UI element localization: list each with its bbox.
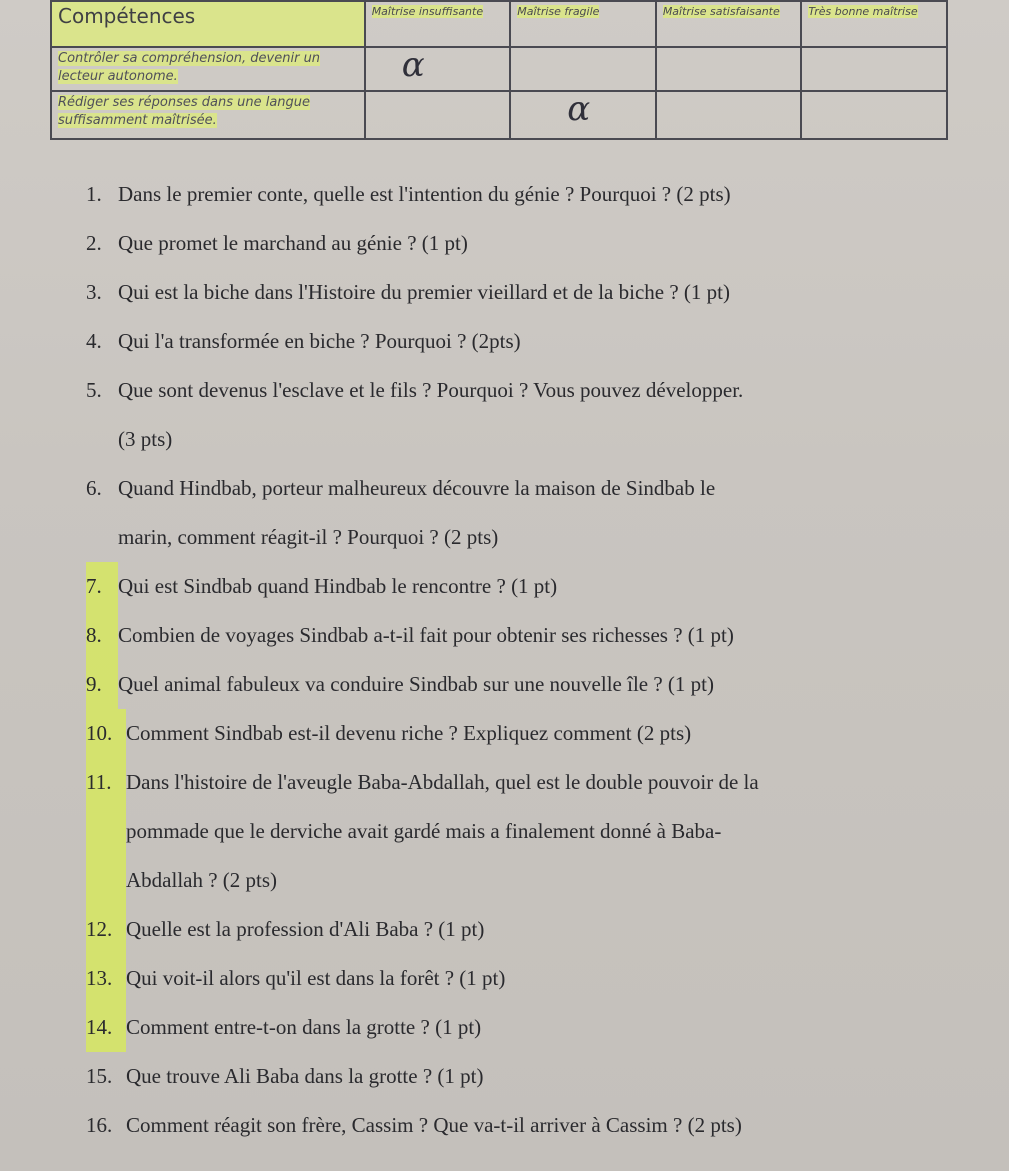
question-list xyxy=(86,170,986,1150)
level-header-very-good xyxy=(801,1,947,47)
question-number: 4. xyxy=(86,329,102,353)
question-line: Abdallah ? (2 pts) xyxy=(126,868,278,892)
level-cell xyxy=(801,91,947,139)
question-item xyxy=(86,1101,986,1150)
question-text: Quelle est la profession d'Ali Baba ? (1 pt) xyxy=(126,917,485,941)
competence-table xyxy=(50,0,948,140)
question-number: 1. xyxy=(86,182,102,206)
skill-label: Contrôler sa compréhension, devenir un lecteur autonome. xyxy=(58,51,321,84)
level-cell xyxy=(365,47,511,91)
skills-header xyxy=(51,1,365,47)
level-header-label: Maîtrise fragile xyxy=(517,5,600,18)
question-number: 6. xyxy=(86,476,102,500)
level-header-fragile xyxy=(510,1,656,47)
check-mark-icon: ɑ xyxy=(567,89,591,129)
question-item xyxy=(86,170,986,219)
question-line: marin, comment réagit-il ? Pourquoi ? (2 pts) xyxy=(118,525,499,549)
question-number: 3. xyxy=(86,280,102,304)
question-text: Que trouve Ali Baba dans la grotte ? (1 pt) xyxy=(126,1064,484,1088)
table-row xyxy=(51,91,947,139)
question-text: Combien de voyages Sindbab a-t-il fait pour obtenir ses richesses ? (1 pt) xyxy=(118,623,734,647)
question-number: 2. xyxy=(86,231,102,255)
question-line: (3 pts) xyxy=(118,427,173,451)
level-header-insufficient xyxy=(365,1,511,47)
level-header-label: Très bonne maîtrise xyxy=(808,5,918,18)
level-cell xyxy=(656,47,802,91)
question-item xyxy=(86,709,986,758)
question-number: 7. xyxy=(86,562,118,611)
skill-cell xyxy=(51,91,365,139)
question-line: Dans l'histoire de l'aveugle Baba-Abdallah, quel est le double pouvoir de la xyxy=(126,770,759,794)
level-cell xyxy=(656,91,802,139)
question-text: Quel animal fabuleux va conduire Sindbab sur une nouvelle île ? (1 pt) xyxy=(118,672,714,696)
question-number: 12. xyxy=(86,905,126,954)
level-cell xyxy=(510,91,656,139)
table-header-row xyxy=(51,1,947,47)
question-number: 16. xyxy=(86,1113,113,1137)
question-number: 13. xyxy=(86,954,126,1003)
question-text: Que promet le marchand au génie ? (1 pt) xyxy=(118,231,468,255)
skills-header-label: Compétences xyxy=(58,4,196,28)
question-text: Qui l'a transformée en biche ? Pourquoi ? (2pts) xyxy=(118,329,521,353)
question-number: 8. xyxy=(86,611,118,660)
question-text: Qui voit-il alors qu'il est dans la forêt ? (1 pt) xyxy=(126,966,506,990)
question-text: Comment Sindbab est-il devenu riche ? Expliquez comment (2 pts) xyxy=(126,721,692,745)
question-number: 9. xyxy=(86,660,118,709)
question-line: pommade que le derviche avait gardé mais a finalement donné à Baba- xyxy=(126,819,722,843)
level-header-satisfactory xyxy=(656,1,802,47)
question-item xyxy=(86,317,986,366)
question-text: Qui est la biche dans l'Histoire du premier vieillard et de la biche ? (1 pt) xyxy=(118,280,730,304)
question-item xyxy=(86,611,986,660)
question-text: Qui est Sindbab quand Hindbab le rencontre ? (1 pt) xyxy=(118,574,558,598)
question-number: 14. xyxy=(86,1003,126,1052)
question-item xyxy=(86,464,986,562)
level-cell xyxy=(510,47,656,91)
question-line: Que sont devenus l'esclave et le fils ? Pourquoi ? Vous pouvez développer. xyxy=(118,378,744,402)
question-text: Comment entre-t-on dans la grotte ? (1 pt) xyxy=(126,1015,482,1039)
question-item xyxy=(86,1003,986,1052)
question-text xyxy=(126,758,986,905)
question-item xyxy=(86,366,986,464)
check-mark-icon: ɑ xyxy=(401,45,425,85)
question-number: 15. xyxy=(86,1064,113,1088)
question-text: Dans le premier conte, quelle est l'intention du génie ? Pourquoi ? (2 pts) xyxy=(118,182,731,206)
question-item xyxy=(86,268,986,317)
level-cell xyxy=(801,47,947,91)
question-item xyxy=(86,1052,986,1101)
question-number: 5. xyxy=(86,378,102,402)
table-row xyxy=(51,47,947,91)
skill-label: Rédiger ses réponses dans une langue suffisamment maîtrisée. xyxy=(58,95,311,128)
question-text xyxy=(118,366,986,464)
question-number: 11. xyxy=(86,758,126,905)
question-line: Quand Hindbab, porteur malheureux découvre la maison de Sindbab le xyxy=(118,476,716,500)
question-item xyxy=(86,219,986,268)
question-item xyxy=(86,562,986,611)
question-item xyxy=(86,954,986,1003)
question-number: 10. xyxy=(86,709,126,758)
question-item xyxy=(86,905,986,954)
skill-cell xyxy=(51,47,365,91)
question-item xyxy=(86,660,986,709)
level-header-label: Maîtrise satisfaisante xyxy=(662,5,780,18)
question-text xyxy=(118,464,986,562)
question-item xyxy=(86,758,986,905)
level-cell xyxy=(365,91,511,139)
question-text: Comment réagit son frère, Cassim ? Que va-t-il arriver à Cassim ? (2 pts) xyxy=(126,1113,742,1137)
level-header-label: Maîtrise insuffisante xyxy=(371,5,484,18)
